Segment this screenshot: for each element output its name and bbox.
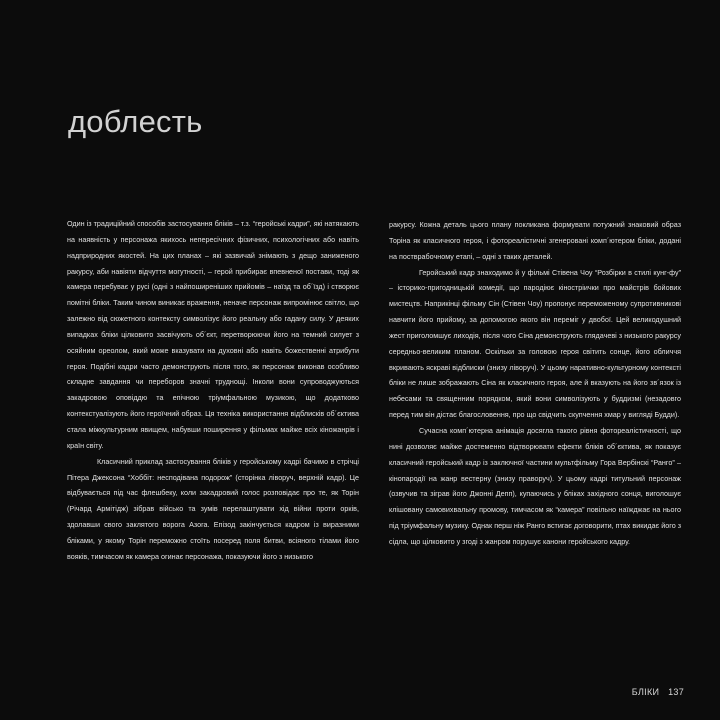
page-number: 137 (668, 687, 684, 697)
paragraph: Сучасна комп´ютерна анімація досягла такого рівня фотореалістичності, що нині дозволяє майже достеменно відтворювати ефекти бліків об´єктива, як показує класичний геройський кадр із заключної частини мультфільму Гора Вербінскі “Ранго” – кінопародії на жанр вестерну (знизу праворуч). У цьому кадрі титульний персонаж (озвучив та зіграв його Джонні Депп), купаючись у бліках західного сонця, виголошує клішовану самовихвальну промову, тимчасом як “камера” повільно наїжджає на нього під тріумфальну музику. Однак перш ніж Ранго встигає договорити, птах викидає його з сідла, що цілковито у згоді з жанром порушує канони геройського кадру. (389, 425, 681, 546)
paragraph: Класичний приклад застосування бліків у геройському кадрі бачимо в стрічці Пітера Джексона “Хоббіт: несподівана подорож” (сторінка ліворуч, верхній кадр). Це відбувається під час флешбеку, коли закадровий голос розповідає про те, як Торін (Річард Армітідж) зібрав військо та зумів перелаштувати хід війни проти орків, здолавши свого заклятого ворога Азога. Епізод закінчується кадром із виразними бліками, у якому Торін переможно стоїть посеред поля битви, всіяного тілами його вояків, тимчасом як камера огинає персонажа, показуючи його з низького (67, 456, 359, 561)
paragraph: Один із традиційний способів застосування бліків – т.з. “геройські кадри”, які натякають на наявність у персонажа якихось непересічних фізичних, психологічних або навіть надприродних якостей. На цих планах – які зазвичай знімають з дещо заниженого ракурсу, аби навіяти відчуття могутності, – герой прибирає впевненої постави, тоді як камера перебуває у русі (одні з найпоширеніших прийомів – наїзд та об´їзд) і створює помітні бліки. Таким чином виникає враження, неначе персонаж випромінює світло, що залежно від сюжетного контексту символізує його реальну або гадану силу. У деяких випадках бліки цілковито засвічують об´єкт, перетворюючи його на темний силует з осяйним ореолом, який може вказувати на духовні або навіть божественні атрибути героя. Подібні кадри часто демонструють після того, як персонаж виконав особливо складне завдання чи переборов значні труднощі. Інколи вони супроводжуються закадровою оповіддю та епічною тріумфальною музикою, що додатково контекстуалізують його героїчний образ. Ця техніка використання відблисків об´єктива стала міжкультурним явищем, набувши поширення у фільмах майже всіх кіножанрів і країн світу. (67, 219, 359, 450)
section-title: БЛІКИ (631, 687, 660, 697)
right-text-column (389, 217, 681, 550)
page-footer (632, 687, 684, 697)
chapter-heading: доблесть (68, 104, 203, 139)
paragraph: ракурсу. Кожна деталь цього плану покликана формувати потужний знаковий образ Торіна як класичного героя, і фотореалістичні згенеровані комп´ютером бліки, додані на постврабочному етапі, – одні з таких деталей. (389, 220, 681, 261)
paragraph: Геройський кадр знаходимо й у фільмі Стівена Чоу “Розбірки в стилі кунг-фу” – історико-пригодницькій комедії, що пародіює кіностріички про майстрів бойових мистецтв. Наприкінці фільму Сін (Стівен Чоу) пропонує переможеному супротивникові навчити його прийому, за допомогою якого він переміг у двобої. Цей великодушний жест приголомшує лиходія, після чого Сіна демонструють глядачеві з низького ракурсу середньо-великим планом. Оскільки за головою героя світить сонце, його обличчя вкривають яскраві відблиски (знизу ліворуч). У цьому наративно-культурному контексті бліки не лише зображають Сіна як класичного героя, але й вказують на його зв´язок із небесами та священним порядком, який вони символізують у буддизмі (незадовго перед тим він дістає благословення, про що свідчить скупчення хмар у вигляді Будди). (389, 267, 681, 420)
left-text-column (67, 216, 359, 565)
